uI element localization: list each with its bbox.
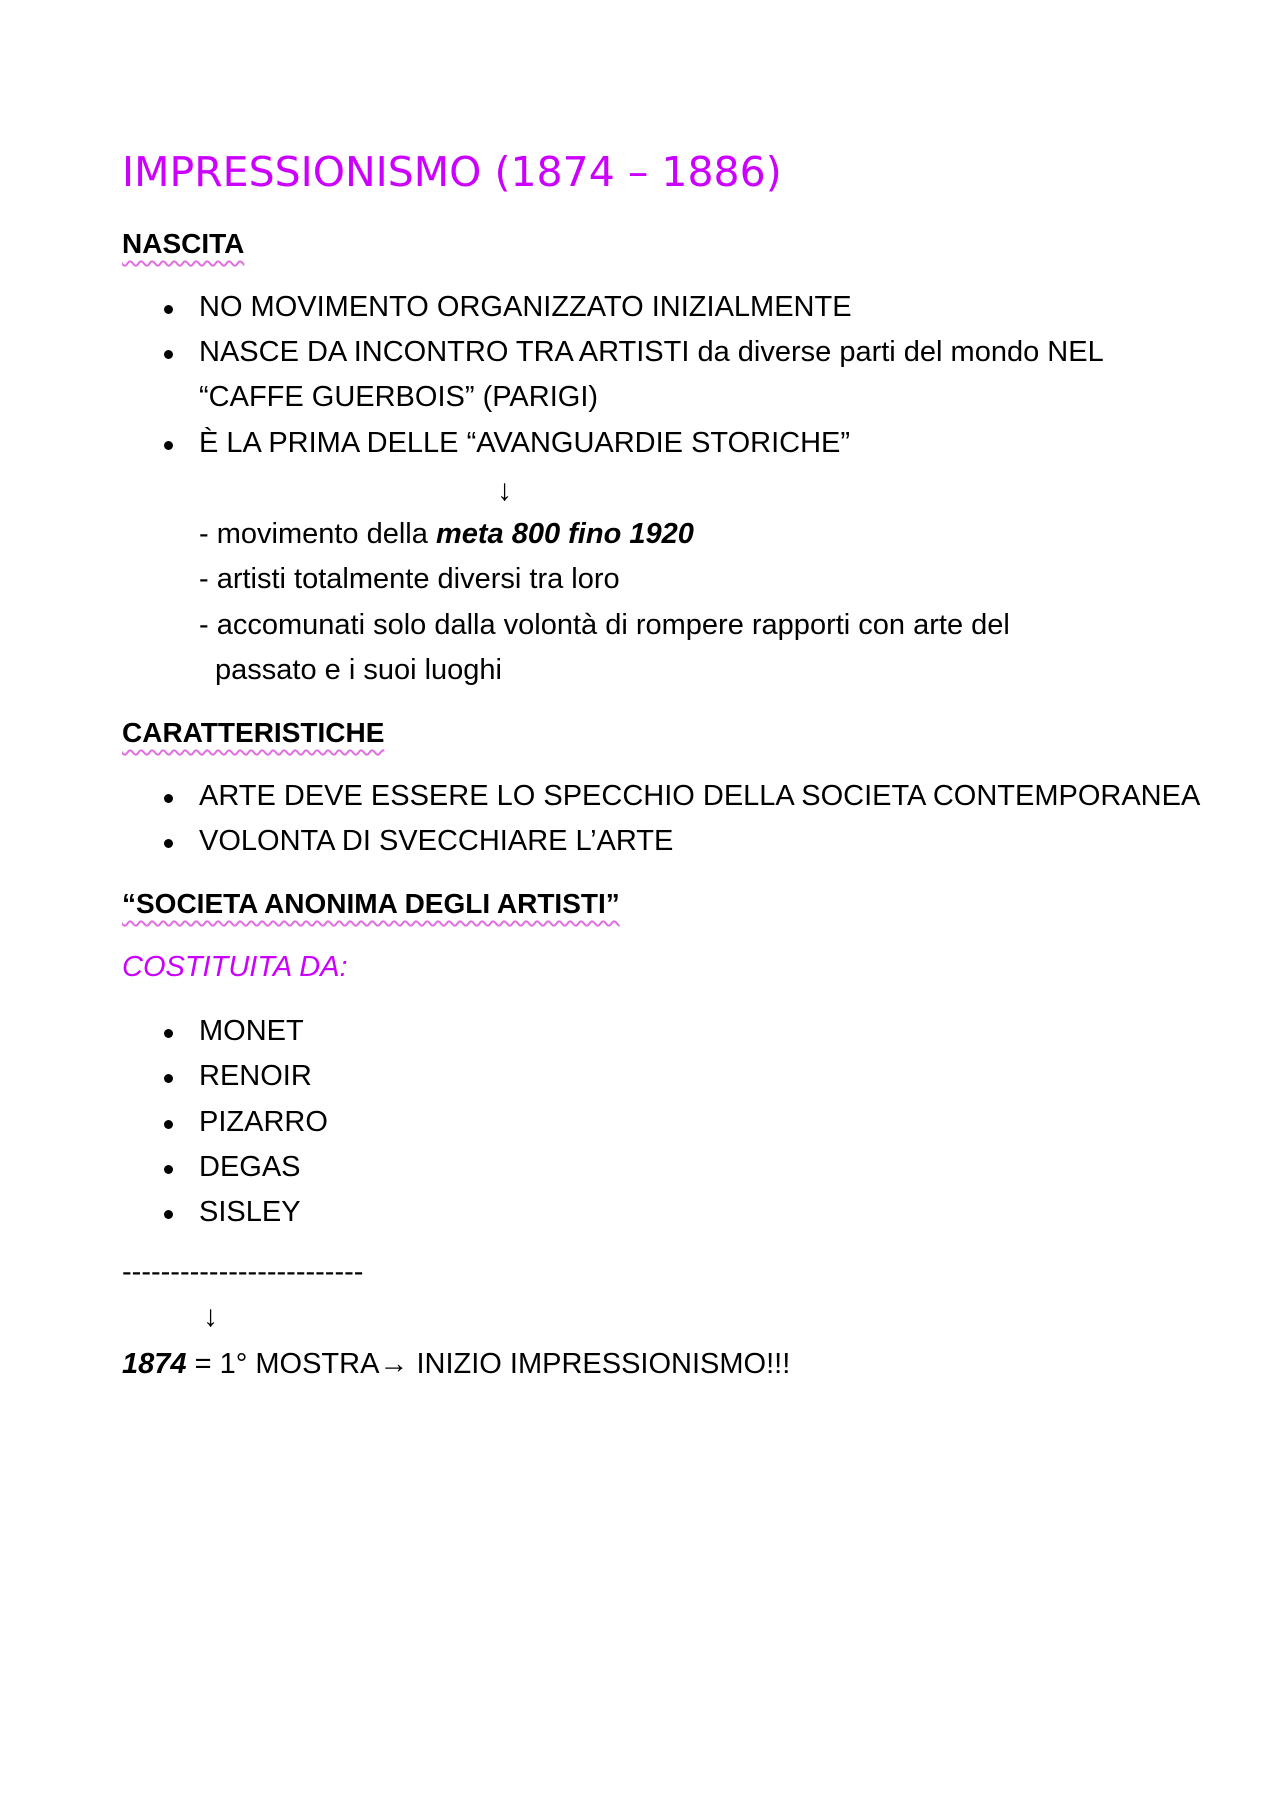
list-item: ARTE DEVE ESSERE LO SPECCHIO DELLA SOCIETA CONTEMPORANEA — [199, 780, 1201, 812]
bullet-icon — [164, 350, 173, 359]
bullet-icon — [164, 839, 173, 848]
down-arrow-icon: ↓ — [203, 1300, 218, 1333]
bullet-icon — [164, 1120, 173, 1129]
heading-caratteristiche: CARATTERISTICHE — [122, 717, 385, 748]
list-item: NASCE DA INCONTRO TRA ARTISTI da diverse parti del mondo NEL — [199, 336, 1104, 368]
bullet-icon — [164, 305, 173, 314]
list-item-continuation: “CAFFE GUERBOIS” (PARIGI) — [199, 381, 599, 413]
list-item: NO MOVIMENTO ORGANIZZATO INIZIALMENTE — [199, 291, 852, 323]
footer-line — [122, 1348, 790, 1381]
bullet-icon — [164, 1029, 173, 1038]
bullet-icon — [164, 1074, 173, 1083]
heading-nascita: NASCITA — [122, 228, 245, 259]
member-item: RENOIR — [199, 1060, 312, 1092]
heading-societa: “SOCIETA ANONIMA DEGLI ARTISTI” — [122, 888, 620, 919]
member-item: MONET — [199, 1015, 304, 1047]
list-item: VOLONTA DI SVECCHIARE L’ARTE — [199, 825, 674, 857]
footer-year: 1874 — [122, 1348, 187, 1380]
detail-text: - movimento della — [199, 518, 436, 550]
detail-line-continuation: passato e i suoi luoghi — [215, 654, 502, 686]
detail-line: - accomunati solo dalla volontà di rompere rapporti con arte del — [199, 609, 1010, 641]
bullet-icon — [164, 1165, 173, 1174]
divider-dashes: ------------------------- — [122, 1256, 364, 1288]
detail-line: - artisti totalmente diversi tra loro — [199, 563, 620, 595]
bullet-icon — [164, 794, 173, 803]
down-arrow-icon: ↓ — [497, 474, 512, 507]
detail-line — [199, 518, 694, 551]
footer-text: = 1° MOSTRA→ INIZIO IMPRESSIONISMO!!! — [186, 1348, 791, 1380]
member-item: SISLEY — [199, 1196, 301, 1228]
detail-emphasis: meta 800 fino 1920 — [435, 518, 694, 550]
page-title: IMPRESSIONISMO (1874 – 1886) — [122, 148, 782, 196]
member-item: DEGAS — [199, 1151, 301, 1183]
list-item: È LA PRIMA DELLE “AVANGUARDIE STORICHE” — [199, 427, 851, 459]
member-item: PIZARRO — [199, 1106, 328, 1138]
bullet-icon — [164, 1210, 173, 1219]
subheading-costituita: COSTITUITA DA: — [122, 951, 348, 983]
bullet-icon — [164, 441, 173, 450]
